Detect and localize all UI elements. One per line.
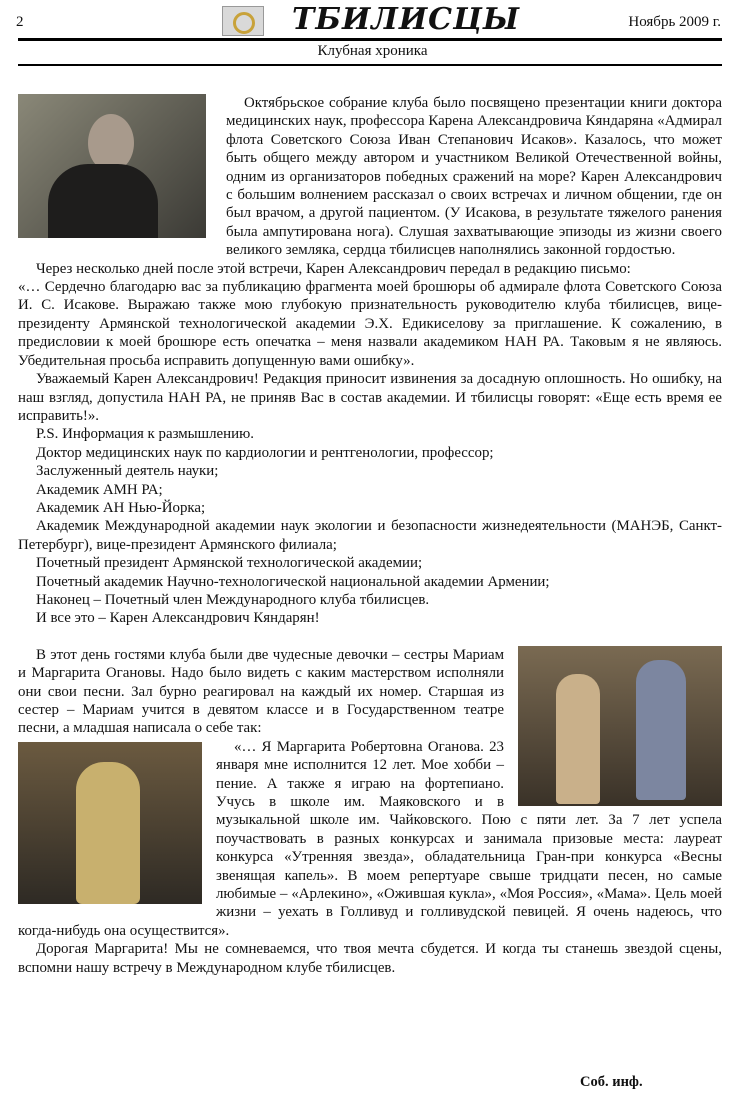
header-rule: [18, 38, 722, 41]
list-item: Почетный академик Научно-технологической национальной академии Армении;: [36, 573, 550, 590]
article-paragraph: Дорогая Маргарита! Мы не сомневаемся, что твоя мечта сбудется. И когда ты станешь звездой сцены, вспомни нашу встречу в Международном клубе тбилисцев.: [18, 941, 722, 976]
list-item: Доктор медицинских наук по кардиологии и рентгенологии, профессор;: [36, 444, 494, 461]
article-paragraph: Через несколько дней после этой встречи, Карен Александрович передал в редакцию письмо:: [36, 260, 631, 277]
section-rule: [18, 64, 722, 66]
letter-quote: «… Сердечно благодарю вас за публикацию фрагмента моей брошюры об адмирале флота Советского Союза И. С. Исакове. Выражаю также мою глубокую признательность руководителю клуба тбилисцев, вице-президенту Армянской технологической академии Э.Х. Едикиселову за приглашение. К сожалению, в предисловии к моей брошюре есть опечатка – меня назвали академиком НАН РА. Таковым я не являюсь. Убедительная просьба исправить допущенную вами ошибку».: [18, 279, 722, 369]
list-item: Академик АМН РА;: [36, 481, 163, 498]
article-paragraph: Уважаемый Карен Александрович! Редакция приносит извинения за досадную оплошность. Но ошибку, на наш взгляд, допустила НАН РА, не приняв Вас в состав академии. И тбилисцы говорят: «Еще есть время ее исправить!».: [18, 371, 722, 424]
article-paragraph: Октябрьское собрание клуба было посвящено презентации книги доктора медицинских наук, профессора Карена Александровича Кяндаряна «Адмирал флота Советского Союза Иван Степанович Исаков». Казалось, что может быть общего между автором и участником Великой Отечественной войны, одним из организаторов победных сражений на море? Карен Александрович с большим волнением рассказал о своих встречах и личном общении, где он был врачом, а другой пациентом. (У Исакова, в результате тяжелого ранения была ампутирована нога). Слушая захватывающие эпизоды из жизни своего великого земляка, сердца тбилисцев наполнялись законной гордостью.: [226, 95, 722, 259]
article-body: [18, 94, 722, 977]
page-number: 2: [16, 14, 24, 30]
list-item: Почетный президент Армянской технологической академии;: [36, 555, 423, 572]
girl-quote: «… Я Маргарита Робертовна Оганова. 23 января мне исполнится 12 лет. Мое хобби – пение. А также я играю на фортепиано. Учусь в школе им. Маяковского и в музыкальной школе им. Чайковского. Пою с пяти лет. За 7 лет успела поучаствовать в разных конкурсах и занимала призовые места: лауреат конкурса «Утренняя звезда», обладательница Гран-при конкурса «Весны звенящая капель». В моем репертуаре свыше тридцати песен, но самые любимые – «Арлекино», «Ожившая кукла», «Моя Россия», «Мама». Цель моей жизни – уехать в Голливуд и голливудской певицей. Я очень надеюсь, что когда-нибудь она осуществится».: [18, 738, 722, 939]
list-item: Заслуженный деятель науки;: [36, 463, 219, 480]
signature: Соб. инф.: [580, 1074, 643, 1090]
masthead-title: ТБИЛИСЦЫ: [292, 2, 521, 37]
list-item: Наконец – Почетный член Международного клуба тбилисцев.: [36, 591, 430, 608]
sisters-singing-photo: [518, 646, 722, 806]
list-item: И все это – Карен Александрович Кяндарян!: [36, 610, 320, 627]
club-logo-icon: [222, 6, 264, 36]
girl-singing-photo: [18, 742, 202, 904]
issue-date: Ноябрь 2009 г.: [628, 14, 721, 30]
list-item: P.S. Информация к размышлению.: [36, 426, 254, 443]
professor-photo: [18, 94, 206, 238]
list-item: Академик Международной академии наук экологии и безопасности жизнедеятельности (МАНЭБ, Санкт-Петербург), вице-президент Армянского филиала;: [18, 518, 722, 553]
section-title: Клубная хроника: [317, 43, 428, 59]
list-item: Академик АН Нью-Йорка;: [36, 499, 206, 516]
article-paragraph: В этот день гостями клуба были две чудесные девочки – сестры Мариам и Маргарита Огановы. Надо было видеть с каким мастерством исполняли они свои песни. Зал бурно реагировал на каждый их номер. Старшая из сестер – Мариам учится в девятом классе и в Государственном театре песни, а младшая написала о себе так:: [18, 646, 504, 737]
